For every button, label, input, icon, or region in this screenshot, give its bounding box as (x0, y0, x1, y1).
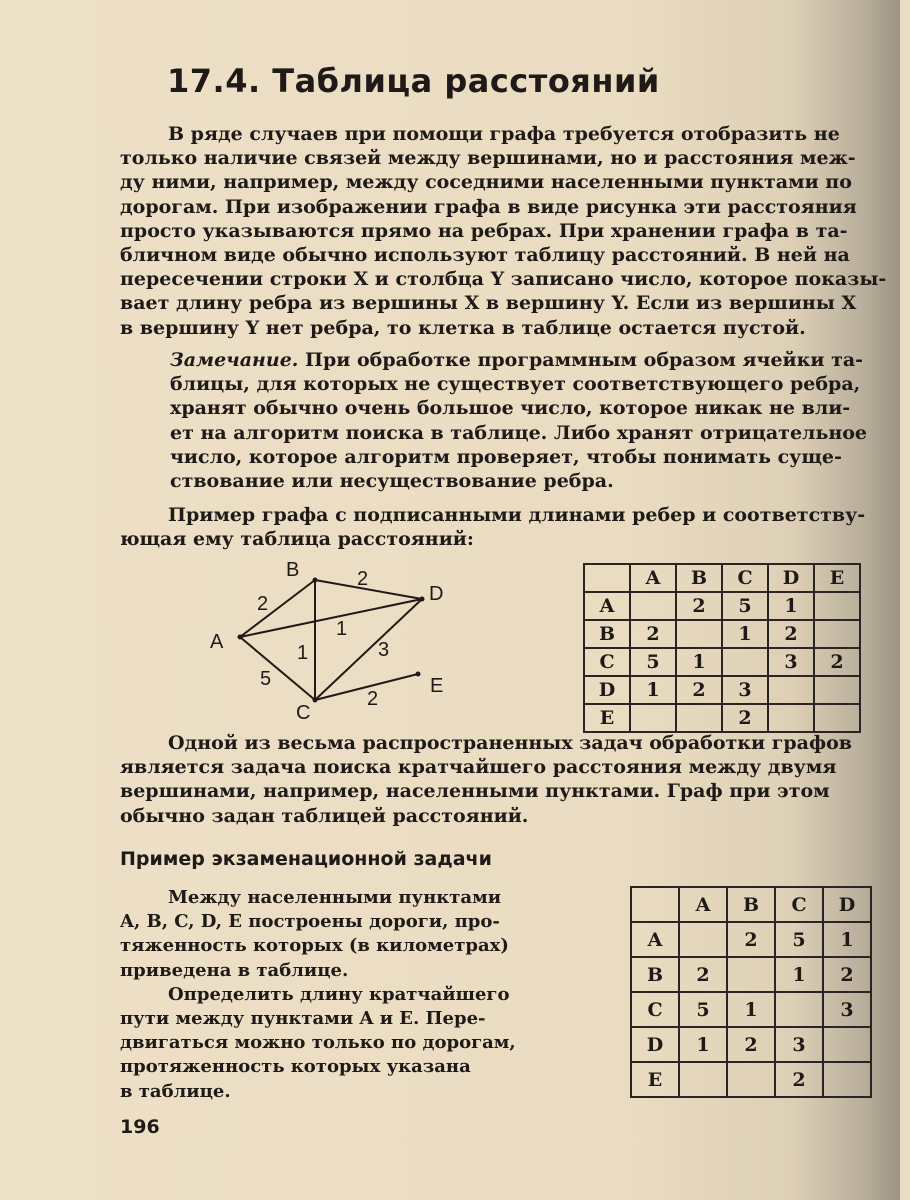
text-line: Одной из весьма распространенных задач обработки графов (168, 732, 852, 754)
table-cell (584, 564, 630, 592)
table-cell (768, 676, 814, 704)
section-title: 17.4. Таблица расстояний (167, 62, 660, 100)
text-line: приведена в таблице. (120, 959, 349, 981)
vertex-a-dot (238, 635, 243, 640)
text-line: Между населенными пунктами (168, 887, 502, 908)
table-cell (679, 1062, 727, 1097)
weight-a-c: 5 (260, 668, 272, 690)
text-line: вершинами, например, населенными пунктами. Граф при этом (120, 780, 830, 803)
text-line: ет на алгоритм поиска в таблице. Либо хранят отрицательное (170, 421, 868, 444)
table-cell: 1 (768, 592, 814, 620)
table-cell: 2 (775, 1062, 823, 1097)
text-line: протяженность которых указана (120, 1056, 471, 1078)
vertex-label-d: D (429, 583, 444, 605)
table-cell (676, 620, 722, 648)
weight-c-d: 3 (378, 639, 390, 661)
table-cell: 1 (775, 957, 823, 992)
table-cell: B (584, 620, 630, 648)
after-paragraph (120, 731, 910, 828)
table-cell: 2 (823, 957, 871, 992)
text-line: блицы, для которых не существует соответствующего ребра, (170, 373, 861, 396)
text-line: обычно задан таблицей расстояний. (120, 804, 529, 827)
text-line: пути между пунктами A и E. Пере- (120, 1008, 486, 1030)
vertex-label-b: B (286, 559, 300, 581)
table-row (584, 592, 860, 620)
table-cell: A (630, 564, 676, 592)
text-line: В ряде случаев при помощи графа требуется отобразить не (168, 123, 840, 145)
edge-c-d (315, 599, 422, 700)
vertex-label-e: E (430, 675, 444, 697)
table-cell: 2 (630, 620, 676, 648)
edge-b-d (315, 580, 422, 599)
table-cell (722, 648, 768, 676)
table-row (584, 704, 860, 732)
table-cell: 1 (679, 1027, 727, 1062)
text-line: пересечении строки X и столбца Y записано число, которое показы- (120, 268, 887, 291)
text-line: Определить длину кратчайшего (168, 983, 510, 1005)
weighted-graph-diagram (200, 552, 490, 724)
table-cell (814, 704, 860, 732)
table-cell: D (631, 1027, 679, 1062)
table-cell: 5 (679, 992, 727, 1027)
table-cell: C (775, 887, 823, 922)
table-cell: E (631, 1062, 679, 1097)
table-cell (631, 887, 679, 922)
table-row (631, 1062, 871, 1097)
table-cell (814, 592, 860, 620)
table-cell (814, 676, 860, 704)
table-cell: 1 (823, 922, 871, 957)
weight-b-c: 1 (297, 642, 309, 664)
table-cell: 1 (676, 648, 722, 676)
vertex-c-dot (313, 698, 318, 703)
vertex-d-dot (420, 597, 425, 602)
table-cell: C (631, 992, 679, 1027)
text-line: хранят обычно очень большое число, которое никак не вли- (170, 397, 851, 420)
table-cell (727, 957, 775, 992)
table-cell: 2 (814, 648, 860, 676)
table-cell: 1 (722, 620, 768, 648)
distance-table (583, 563, 861, 733)
table-cell: 5 (722, 592, 768, 620)
text-line: тяженность которых (в километрах) (120, 935, 509, 957)
vertex-label-a: A (210, 631, 224, 653)
table-cell (768, 704, 814, 732)
table-cell: 2 (727, 922, 775, 957)
table-cell: B (676, 564, 722, 592)
text-line: число, которое алгоритм проверяет, чтобы понимать суще- (170, 445, 842, 468)
note-label: Замечание. (170, 349, 299, 371)
weight-b-d: 2 (357, 568, 369, 590)
text-line: является задача поиска кратчайшего расстояния между двумя (120, 756, 837, 779)
page-number: 196 (120, 1116, 160, 1138)
vertex-b-dot (313, 578, 318, 583)
table-cell (823, 1062, 871, 1097)
text-line: в вершину Y нет ребра, то клетка в таблице остается пустой. (120, 316, 806, 339)
table-row (631, 922, 871, 957)
table-header-row (584, 564, 860, 592)
table-cell: A (584, 592, 630, 620)
text-line: A, B, C, D, E построены дороги, про- (120, 911, 500, 933)
text-line: двигаться можно только по дорогам, (120, 1032, 516, 1054)
example-intro (120, 503, 910, 551)
table-cell (676, 704, 722, 732)
table-cell: 2 (679, 957, 727, 992)
exam-distance-table (630, 886, 872, 1098)
text-line: просто указываются прямо на ребрах. При хранении графа в та- (120, 219, 848, 242)
note-first-line (170, 348, 867, 372)
table-cell: 2 (676, 592, 722, 620)
exam-heading: Пример экзаменационной задачи (120, 848, 492, 870)
table-cell: D (584, 676, 630, 704)
table-row (584, 676, 860, 704)
table-header-row (631, 887, 871, 922)
text-line: только наличие связей между вершинами, но и расстояния меж- (120, 147, 856, 170)
table-cell: 2 (727, 1027, 775, 1062)
table-cell (727, 1062, 775, 1097)
table-cell: A (631, 922, 679, 957)
note-text: При обработке программным образом ячейки та- (298, 349, 864, 371)
table-row (631, 1027, 871, 1062)
weight-a-d: 1 (336, 618, 348, 640)
intro-paragraph (120, 122, 910, 340)
exam-text (120, 886, 570, 1104)
table-cell: 2 (676, 676, 722, 704)
table-cell: 2 (722, 704, 768, 732)
table-cell: E (584, 704, 630, 732)
table-cell: 1 (727, 992, 775, 1027)
table-row (584, 648, 860, 676)
table-cell (775, 992, 823, 1027)
text-line: вает длину ребра из вершины X в вершину Y. Если из вершины X (120, 292, 857, 315)
table-cell: 3 (823, 992, 871, 1027)
table-cell: 1 (630, 676, 676, 704)
table-cell: B (631, 957, 679, 992)
vertex-label-c: C (296, 702, 311, 724)
table-cell (630, 704, 676, 732)
vertex-e-dot (416, 672, 421, 677)
table-cell: C (584, 648, 630, 676)
table-cell: E (814, 564, 860, 592)
table-cell: 5 (775, 922, 823, 957)
text-line: Пример графа с подписанными длинами ребер и соответству- (168, 504, 866, 526)
text-line: ду ними, например, между соседними населенными пунктами по (120, 171, 852, 194)
table-cell: 3 (768, 648, 814, 676)
weight-a-b: 2 (257, 593, 269, 615)
table-cell: C (722, 564, 768, 592)
table-cell (814, 620, 860, 648)
text-line: дорогам. При изображении графа в виде рисунка эти расстояния (120, 195, 857, 218)
table-cell: 2 (768, 620, 814, 648)
table-cell: D (823, 887, 871, 922)
table-cell (679, 922, 727, 957)
table-cell: 3 (722, 676, 768, 704)
table-row (631, 992, 871, 1027)
table-cell: 3 (775, 1027, 823, 1062)
weight-c-e: 2 (367, 688, 379, 710)
table-cell: B (727, 887, 775, 922)
note-paragraph (170, 348, 867, 493)
text-line: ствование или несуществование ребра. (170, 470, 614, 493)
table-cell (630, 592, 676, 620)
table-cell (823, 1027, 871, 1062)
table-cell: 5 (630, 648, 676, 676)
table-row (584, 620, 860, 648)
text-line: в таблице. (120, 1080, 231, 1102)
table-row (631, 957, 871, 992)
table-cell: A (679, 887, 727, 922)
text-line: ющая ему таблица расстояний: (120, 528, 474, 551)
table-cell: D (768, 564, 814, 592)
text-line: бличном виде обычно используют таблицу расстояний. В ней на (120, 244, 850, 267)
